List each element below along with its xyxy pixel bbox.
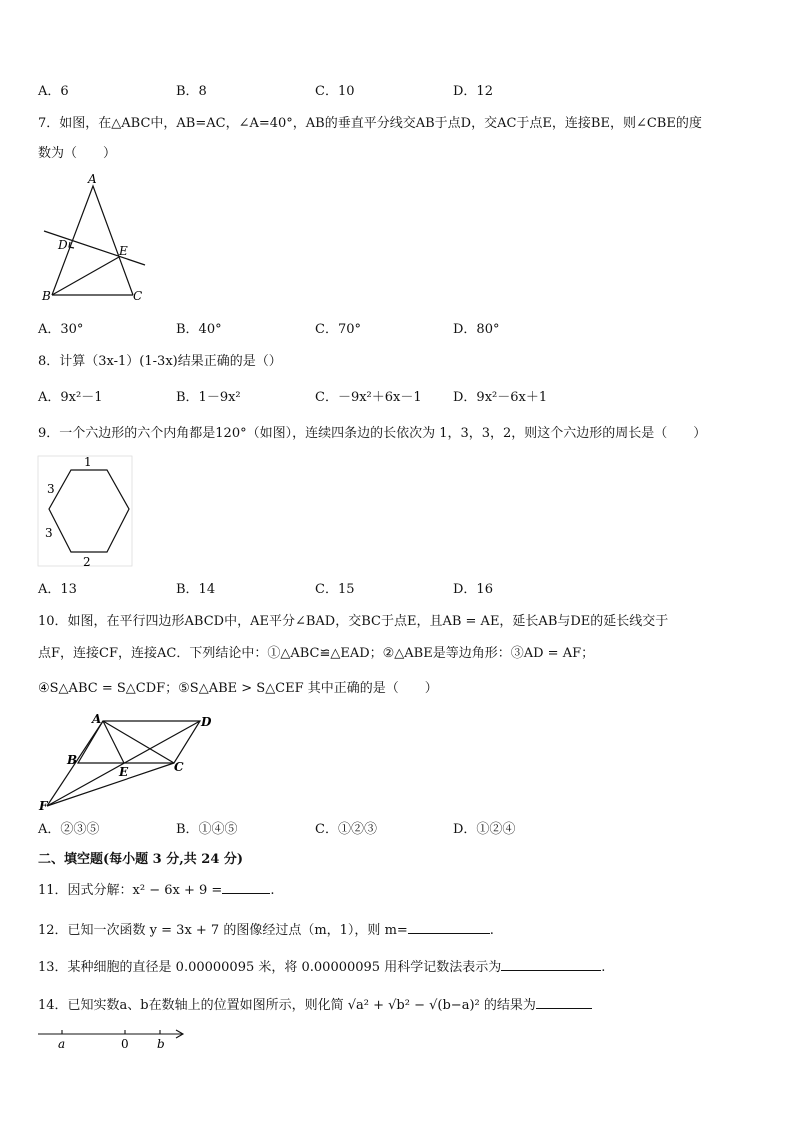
q9-option-b: B．14 xyxy=(176,582,216,597)
q7-stem-line2: 数为（ ） xyxy=(38,146,117,161)
q6-option-d: D．12 xyxy=(453,84,493,99)
q7-label-c: C xyxy=(133,289,143,303)
q7-label-d: D xyxy=(58,238,68,252)
q10-label-a: A xyxy=(92,712,102,726)
q13-text: 13．某种细胞的直径是 0.00000095 米，将 0.00000095 用科学记数法表示为 xyxy=(38,960,502,975)
q7-option-d: D．80° xyxy=(453,322,500,337)
q12-end: . xyxy=(489,923,494,938)
q10-label-b: B xyxy=(67,753,78,767)
q8-option-c: C．－9x²＋6x－1 xyxy=(315,390,422,405)
q14-axis-label-zero: 0 xyxy=(121,1037,129,1051)
q11-end: . xyxy=(270,883,275,898)
q13-end: . xyxy=(601,960,606,975)
q8-option-a: A．9x²－1 xyxy=(38,390,103,405)
q9-label-upper-left: 3 xyxy=(47,482,55,496)
q7-label-b: B xyxy=(42,289,51,303)
q7-option-a: A．30° xyxy=(38,322,84,337)
q10-label-c: C xyxy=(174,760,184,774)
q9-label-lower-left: 3 xyxy=(45,526,53,540)
q6-option-b: B．8 xyxy=(176,84,207,99)
q10-option-c: C．①②③ xyxy=(315,822,377,837)
q10-option-b: B．①④⑤ xyxy=(176,822,238,837)
q10-stem-line3: ④S△ABC = S△CDF；⑤S△ABE > S△CEF 其中正确的是（ ） xyxy=(38,681,438,696)
q9-option-a: A．13 xyxy=(38,582,77,597)
q6-option-a: A．6 xyxy=(38,84,69,99)
q9-option-c: C．15 xyxy=(315,582,355,597)
section-title-fill-in: 二、填空题(每小题 3 分,共 24 分) xyxy=(38,852,244,867)
q11-text: 11．因式分解：x² − 6x + 9 = xyxy=(38,883,223,898)
q14-text: 14．已知实数a、b在数轴上的位置如图所示，则化简 √a² + √b² − √(b−a)² 的结果为 xyxy=(38,998,536,1013)
q7-option-c: C．70° xyxy=(315,322,361,337)
q12-text: 12．已知一次函数 y = 3x + 7 的图像经过点（m，1），则 m= xyxy=(38,923,408,938)
q9-label-bottom: 2 xyxy=(83,555,91,569)
q9-stem: 9．一个六边形的六个内角都是120°（如图），连续四条边的长依次为 1，3，3，2，则这个六边形的周长是（ ） xyxy=(38,426,707,441)
q6-option-c: C．10 xyxy=(315,84,355,99)
q14-axis-label-b: b xyxy=(157,1037,165,1051)
q8-stem: 8．计算（3x-1）(1-3x)结果正确的是（） xyxy=(38,354,282,369)
q8-option-b: B．1－9x² xyxy=(176,390,241,405)
q7-label-e: E xyxy=(119,244,128,258)
q9-label-top: 1 xyxy=(84,455,92,469)
q10-label-d: D xyxy=(201,715,212,729)
q10-stem-line2: 点F，连接CF，连接AC．下列结论中：①△ABC≌△EAD；②△ABE是等边角形：③AD = AF； xyxy=(38,646,595,661)
q10-label-f: F xyxy=(39,799,48,813)
q10-option-d: D．①②④ xyxy=(453,822,516,837)
q10-stem-line1: 10．如图，在平行四边形ABCD中，AE平分∠BAD，交BC于点E，且AB = AE，延长AB与DE的延长线交于 xyxy=(38,614,669,629)
q14-axis-label-a: a xyxy=(58,1037,66,1051)
q7-option-b: B．40° xyxy=(176,322,222,337)
q10-option-a: A．②③⑤ xyxy=(38,822,100,837)
q8-option-d: D．9x²－6x＋1 xyxy=(453,390,548,405)
q9-option-d: D．16 xyxy=(453,582,493,597)
q10-label-e: E xyxy=(119,765,129,779)
q7-label-a: A xyxy=(88,172,97,186)
q7-stem-line1: 7．如图，在△ABC中，AB=AC，∠A=40°，AB的垂直平分线交AB于点D，交AC于点E，连接BE，则∠CBE的度 xyxy=(38,116,702,131)
